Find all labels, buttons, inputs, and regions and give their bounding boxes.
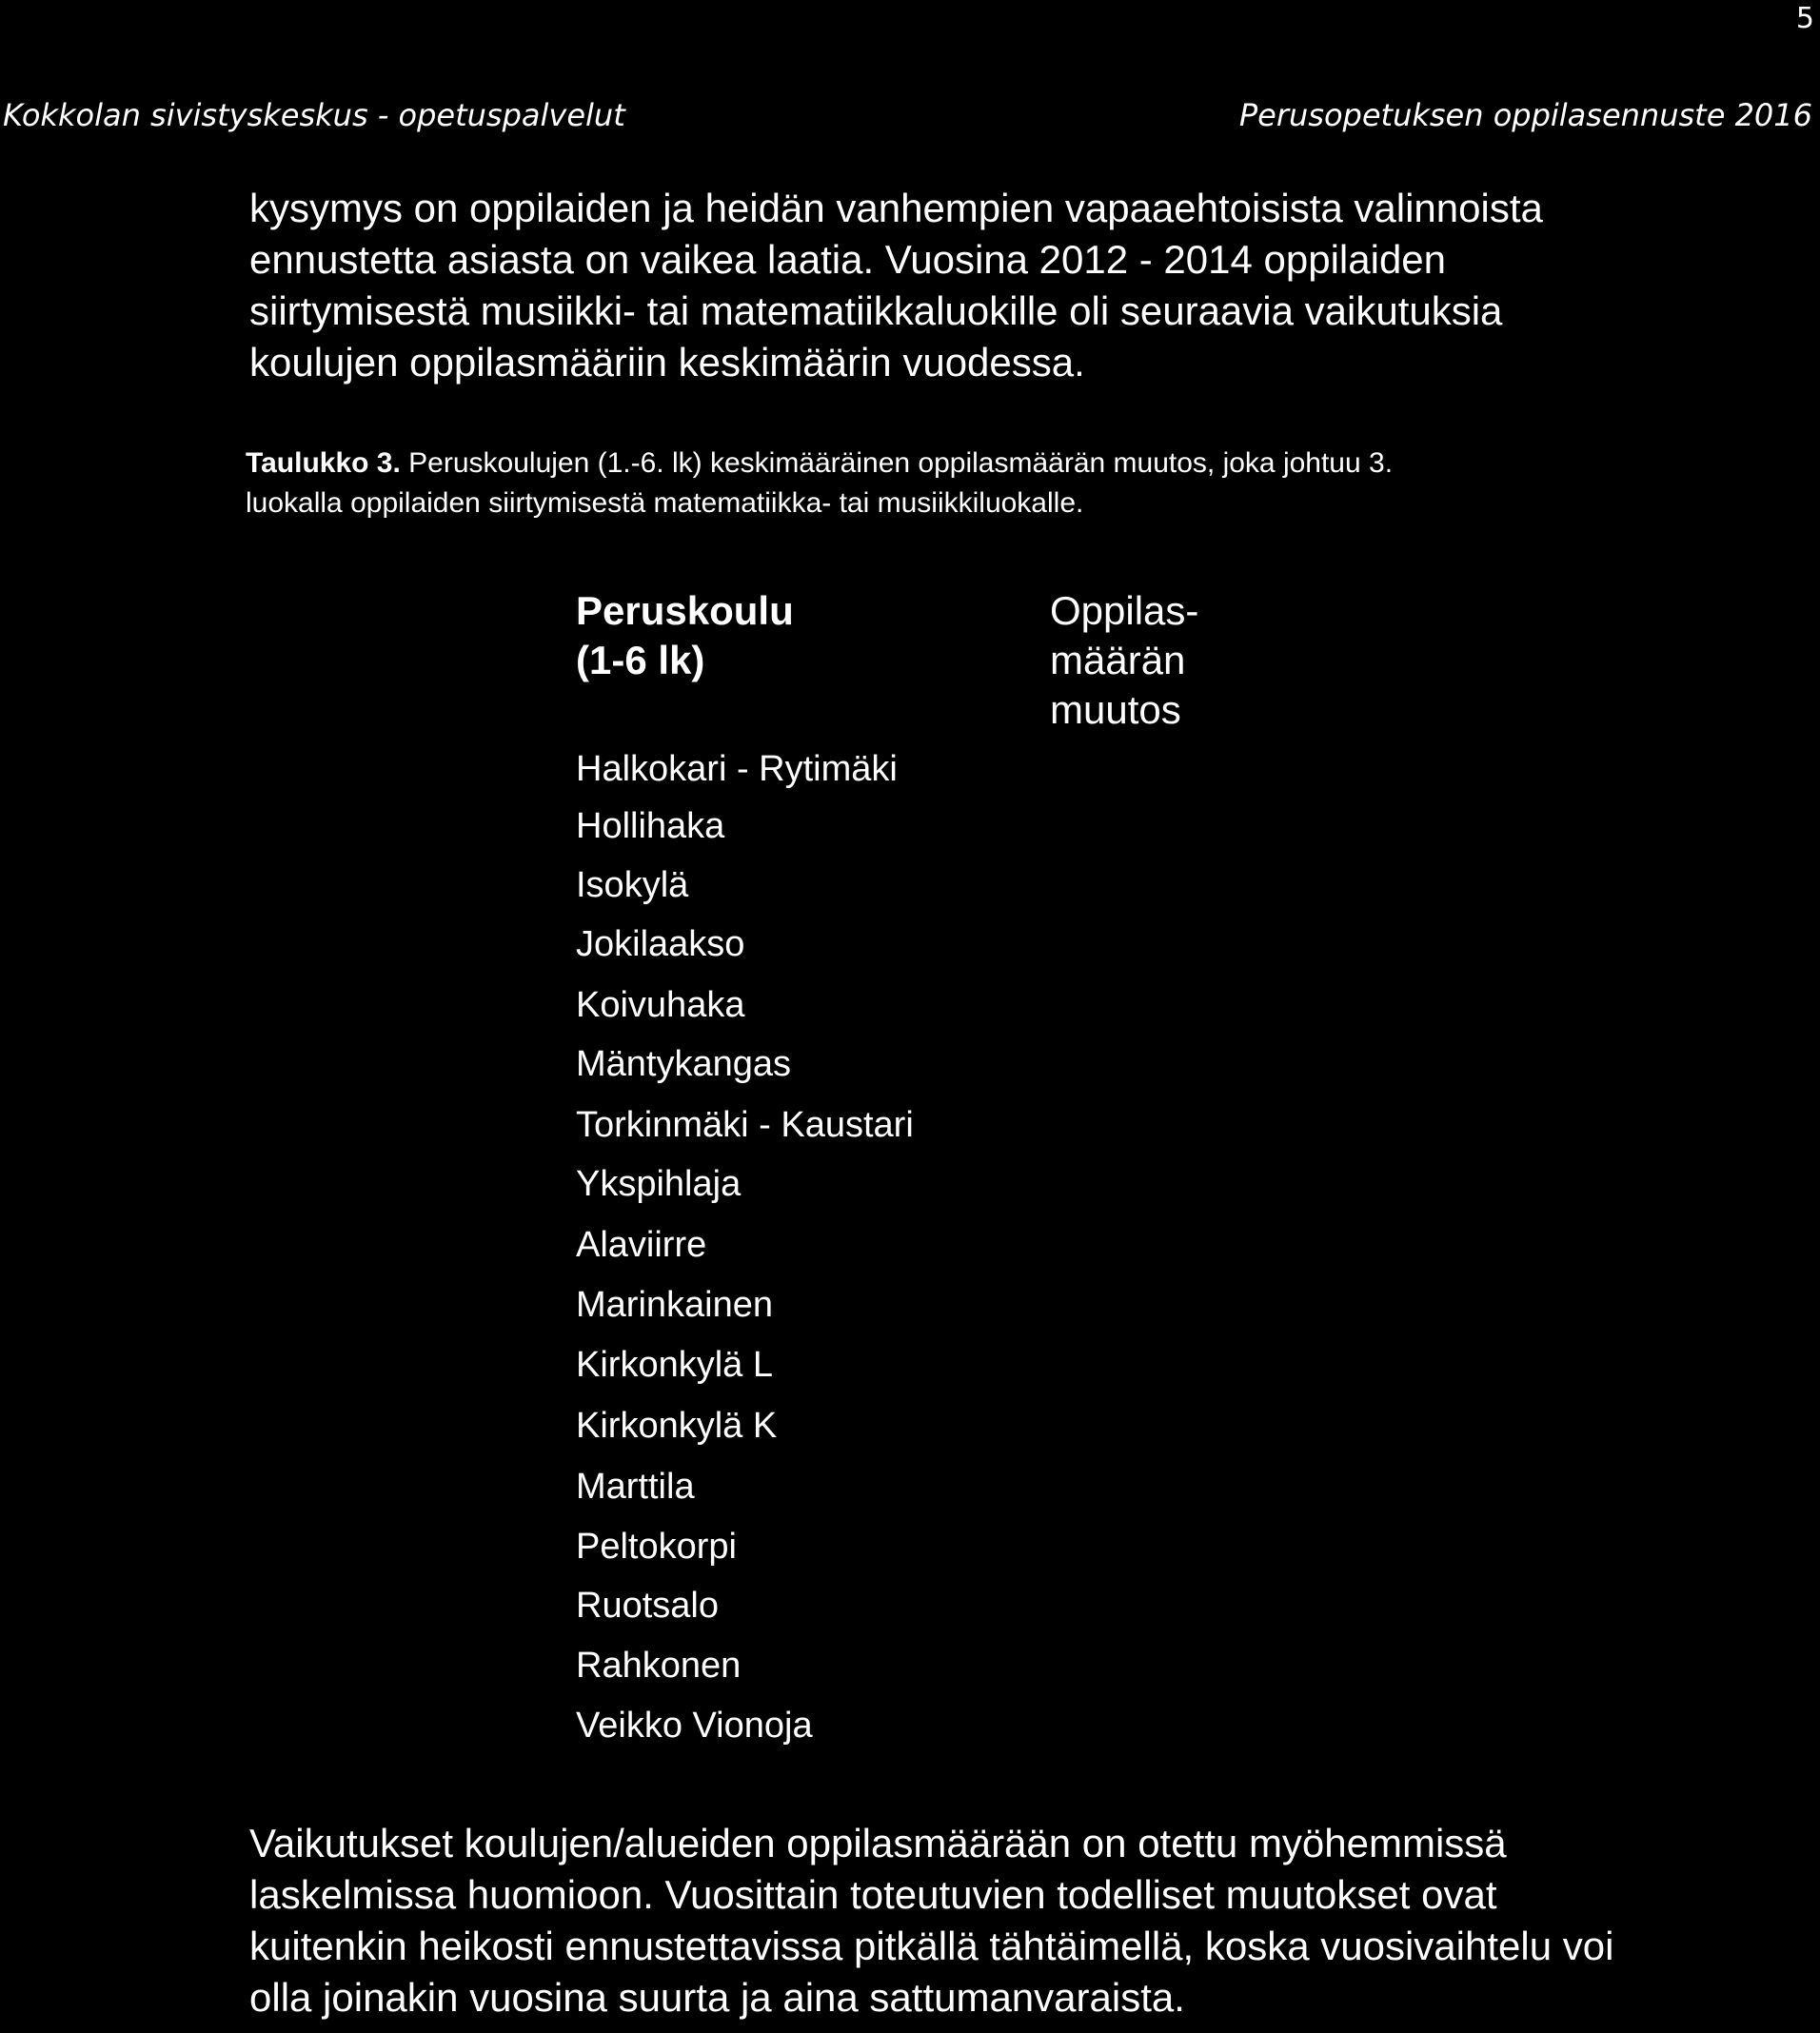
outro-line: olla joinakin vuosina suurta ja aina sattumanvaraista. bbox=[249, 1975, 1185, 2020]
header-left: Kokkolan sivistyskeskus - opetuspalvelut bbox=[3, 97, 625, 133]
intro-line: ennustetta asiasta on vaikea laatia. Vuosina 2012 - 2014 oppilaiden bbox=[249, 237, 1447, 282]
outro-line: kuitenkin heikosti ennustettavissa pitkällä tähtäimellä, koska vuosivaihtelu voi bbox=[249, 1924, 1614, 1968]
caption-label: Taulukko 3. bbox=[246, 447, 401, 479]
table-cell-school: Torkinmäki - Kaustari bbox=[576, 1105, 914, 1145]
table-cell-school: Rahkonen bbox=[576, 1646, 742, 1686]
outro-line: laskelmissa huomioon. Vuosittain toteutuvien todelliset muutokset ovat bbox=[249, 1872, 1497, 1917]
intro-line: siirtymisestä musiikki- tai matematiikkaluokille oli seuraavia vaikutuksia bbox=[249, 288, 1503, 333]
table-cell-school: Peltokorpi bbox=[576, 1527, 737, 1567]
column-header-school bbox=[576, 586, 794, 685]
table-cell-school: Koivuhaka bbox=[576, 985, 745, 1025]
table-cell-school: Kirkonkylä K bbox=[576, 1406, 778, 1446]
intro-paragraph bbox=[249, 183, 1810, 388]
column-header-change-line: määrän bbox=[1050, 638, 1186, 682]
caption-line-1 bbox=[246, 444, 1807, 484]
table-cell-school: Halkokari - Rytimäki bbox=[576, 749, 898, 789]
intro-line: koulujen oppilasmääriin keskimäärin vuodessa. bbox=[249, 340, 1085, 385]
table-cell-school: Kirkonkylä L bbox=[576, 1345, 773, 1385]
table-cell-school: Ykspihlaja bbox=[576, 1164, 742, 1204]
column-header-school-line: (1-6 lk) bbox=[576, 638, 705, 682]
table-cell-school: Isokylä bbox=[576, 865, 689, 905]
caption-line-2: luokalla oppilaiden siirtymisestä matematiikka- tai musiikkiluokalle. bbox=[246, 487, 1084, 519]
table-cell-school: Marinkainen bbox=[576, 1285, 773, 1325]
caption-text: Peruskoulujen (1.-6. lk) keskimääräinen oppilasmäärän muutos, joka johtuu 3. bbox=[400, 447, 1394, 479]
outro-paragraph bbox=[249, 1818, 1810, 2023]
header-right: Perusopetuksen oppilasennuste 2016 bbox=[1238, 97, 1812, 133]
column-header-change-line: muutos bbox=[1050, 687, 1181, 732]
table-cell-school: Hollihaka bbox=[576, 806, 725, 846]
page-number: 5 bbox=[1795, 2, 1814, 35]
table-cell-school: Veikko Vionoja bbox=[576, 1706, 813, 1746]
table-caption bbox=[246, 444, 1807, 523]
outro-line: Vaikutukset koulujen/alueiden oppilasmäärään on otettu myöhemmissä bbox=[249, 1821, 1507, 1865]
column-header-school-line: Peruskoulu bbox=[576, 588, 794, 633]
table-cell-school: Ruotsalo bbox=[576, 1586, 719, 1626]
intro-line: kysymys on oppilaiden ja heidän vanhempien vapaaehtoisista valinnoista bbox=[249, 186, 1543, 230]
table-cell-school: Alaviirre bbox=[576, 1225, 707, 1265]
column-header-change bbox=[1050, 586, 1198, 735]
table-cell-school: Marttila bbox=[576, 1467, 695, 1507]
table-cell-school: Jokilaakso bbox=[576, 924, 745, 964]
table-cell-school: Mäntykangas bbox=[576, 1044, 792, 1084]
column-header-change-line: Oppilas- bbox=[1050, 588, 1199, 633]
